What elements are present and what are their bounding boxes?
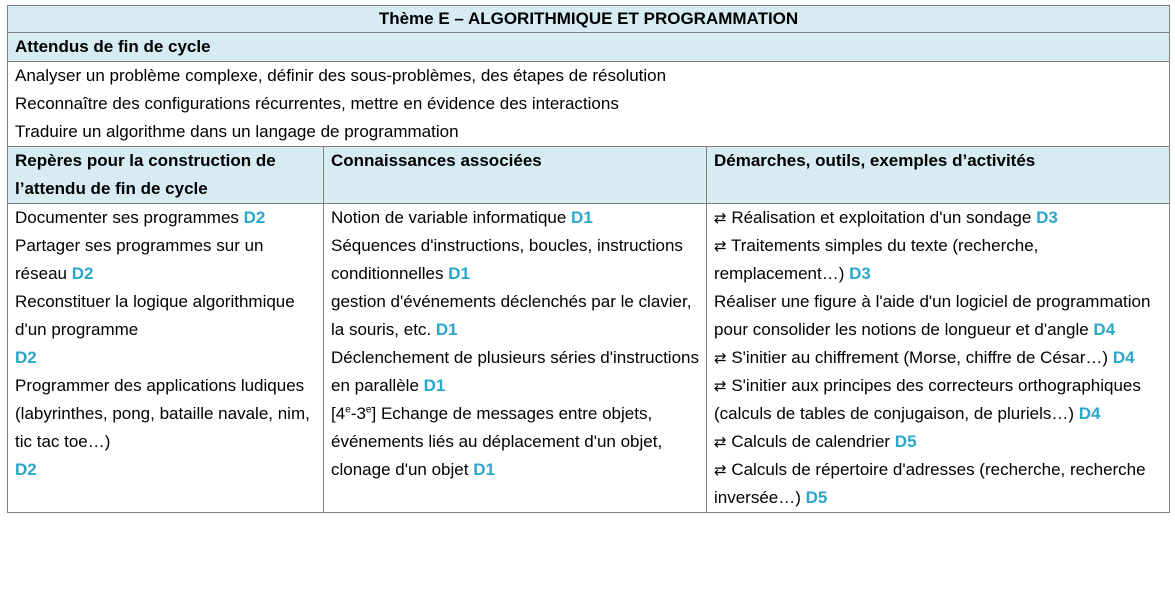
repere-item xyxy=(15,204,316,232)
competency-tag: D5 xyxy=(894,432,917,451)
item-text: Déclenchement de plusieurs séries d'instructions en parallèle xyxy=(331,348,699,395)
item-text: Programmer des applications ludiques (labyrinthes, pong, bataille navale, nim, tic tac toe…) xyxy=(15,376,310,451)
demarche-item xyxy=(714,428,1162,456)
theme-title: Thème E – ALGORITHMIQUE ET PROGRAMMATION xyxy=(8,6,1170,33)
demarche-item xyxy=(714,344,1162,372)
item-text: S'initier aux principes des correcteurs orthographiques (calculs de tables de conjugaison, de pluriels…) xyxy=(714,376,1141,423)
reperes-cell xyxy=(8,204,324,513)
attendus-row xyxy=(8,62,1170,147)
item-text: Réalisation et exploitation d'un sondage xyxy=(731,208,1032,227)
competency-tag: D2 xyxy=(71,264,94,283)
connaissance-item xyxy=(331,400,699,484)
attendu-item: Analyser un problème complexe, définir des sous-problèmes, des étapes de résolution xyxy=(15,66,667,85)
demarche-item xyxy=(714,288,1162,344)
item-text: Séquences d'instructions, boucles, instructions conditionnelles xyxy=(331,236,683,283)
item-text: S'initier au chiffrement (Morse, chiffre de César…) xyxy=(731,348,1109,367)
attendus-header-row xyxy=(8,33,1170,62)
competency-tag: D4 xyxy=(1078,404,1101,423)
item-text: Reconstituer la logique algorithmique d'un programme xyxy=(15,292,295,339)
exchange-arrow-icon: ⇄ xyxy=(714,209,727,227)
competency-tag: D1 xyxy=(435,320,458,339)
competency-tag: D4 xyxy=(1112,348,1135,367)
competency-tag: D1 xyxy=(473,460,495,479)
competency-tag: D1 xyxy=(448,264,470,283)
competency-tag: D3 xyxy=(849,264,871,283)
exchange-arrow-icon: ⇄ xyxy=(714,461,727,479)
demarches-cell xyxy=(707,204,1170,513)
item-text: Echange de messages entre objets, événements liés au déplacement d'un objet, clonage d'un objet xyxy=(331,404,663,479)
content-row xyxy=(8,204,1170,513)
demarche-item xyxy=(714,456,1162,512)
header-connaissances: Connaissances associées xyxy=(324,147,707,204)
competency-tag: D2 xyxy=(243,208,266,227)
title-row xyxy=(8,6,1170,33)
repere-item xyxy=(15,372,316,484)
competency-tag: D1 xyxy=(423,376,446,395)
exchange-arrow-icon: ⇄ xyxy=(714,433,727,451)
connaissance-item xyxy=(331,288,699,344)
item-text: Traitements simples du texte (recherche, remplacement…) xyxy=(714,236,1039,283)
item-text: Calculs de répertoire d'adresses (recherche, recherche inversée…) xyxy=(714,460,1146,507)
competency-tag: D2 xyxy=(15,348,37,367)
attendu-item: Reconnaître des configurations récurrentes, mettre en évidence des interactions xyxy=(15,94,619,113)
competency-tag: D3 xyxy=(1036,208,1058,227)
connaissance-item xyxy=(331,344,699,400)
competency-tag: D4 xyxy=(1093,320,1116,339)
demarche-item xyxy=(714,204,1162,232)
connaissance-item xyxy=(331,232,699,288)
header-demarches: Démarches, outils, exemples d’activités xyxy=(707,147,1170,204)
program-table-wrapper xyxy=(7,5,1169,513)
competency-tag: D1 xyxy=(571,208,593,227)
item-text: gestion d'événements déclenchés par le clavier, la souris, etc. xyxy=(331,292,692,339)
header-reperes: Repères pour la construction de l’attendu de fin de cycle xyxy=(8,147,324,204)
demarche-item xyxy=(714,372,1162,428)
item-text: Documenter ses programmes xyxy=(15,208,239,227)
attendus-label: Attendus de fin de cycle xyxy=(8,33,1170,62)
connaissance-item xyxy=(331,204,699,232)
program-table xyxy=(7,5,1170,513)
attendu-item: Traduire un algorithme dans un langage de programmation xyxy=(15,122,459,141)
competency-tag: D5 xyxy=(805,488,828,507)
grade-range: [4e-3e] xyxy=(331,404,377,423)
item-text: Partager ses programmes sur un réseau xyxy=(15,236,264,283)
attendus-cell xyxy=(8,62,1170,147)
exchange-arrow-icon: ⇄ xyxy=(714,349,727,367)
item-text: Réaliser une figure à l'aide d'un logiciel de programmation pour consolider les notions de longueur et d'angle xyxy=(714,292,1151,339)
column-header-row xyxy=(8,147,1170,204)
item-text: Calculs de calendrier xyxy=(731,432,891,451)
exchange-arrow-icon: ⇄ xyxy=(714,237,727,255)
demarche-item xyxy=(714,232,1162,288)
item-text: Notion de variable informatique xyxy=(331,208,567,227)
repere-item xyxy=(15,232,316,288)
exchange-arrow-icon: ⇄ xyxy=(714,377,727,395)
competency-tag: D2 xyxy=(15,460,37,479)
repere-item xyxy=(15,288,316,372)
connaissances-cell xyxy=(324,204,707,513)
